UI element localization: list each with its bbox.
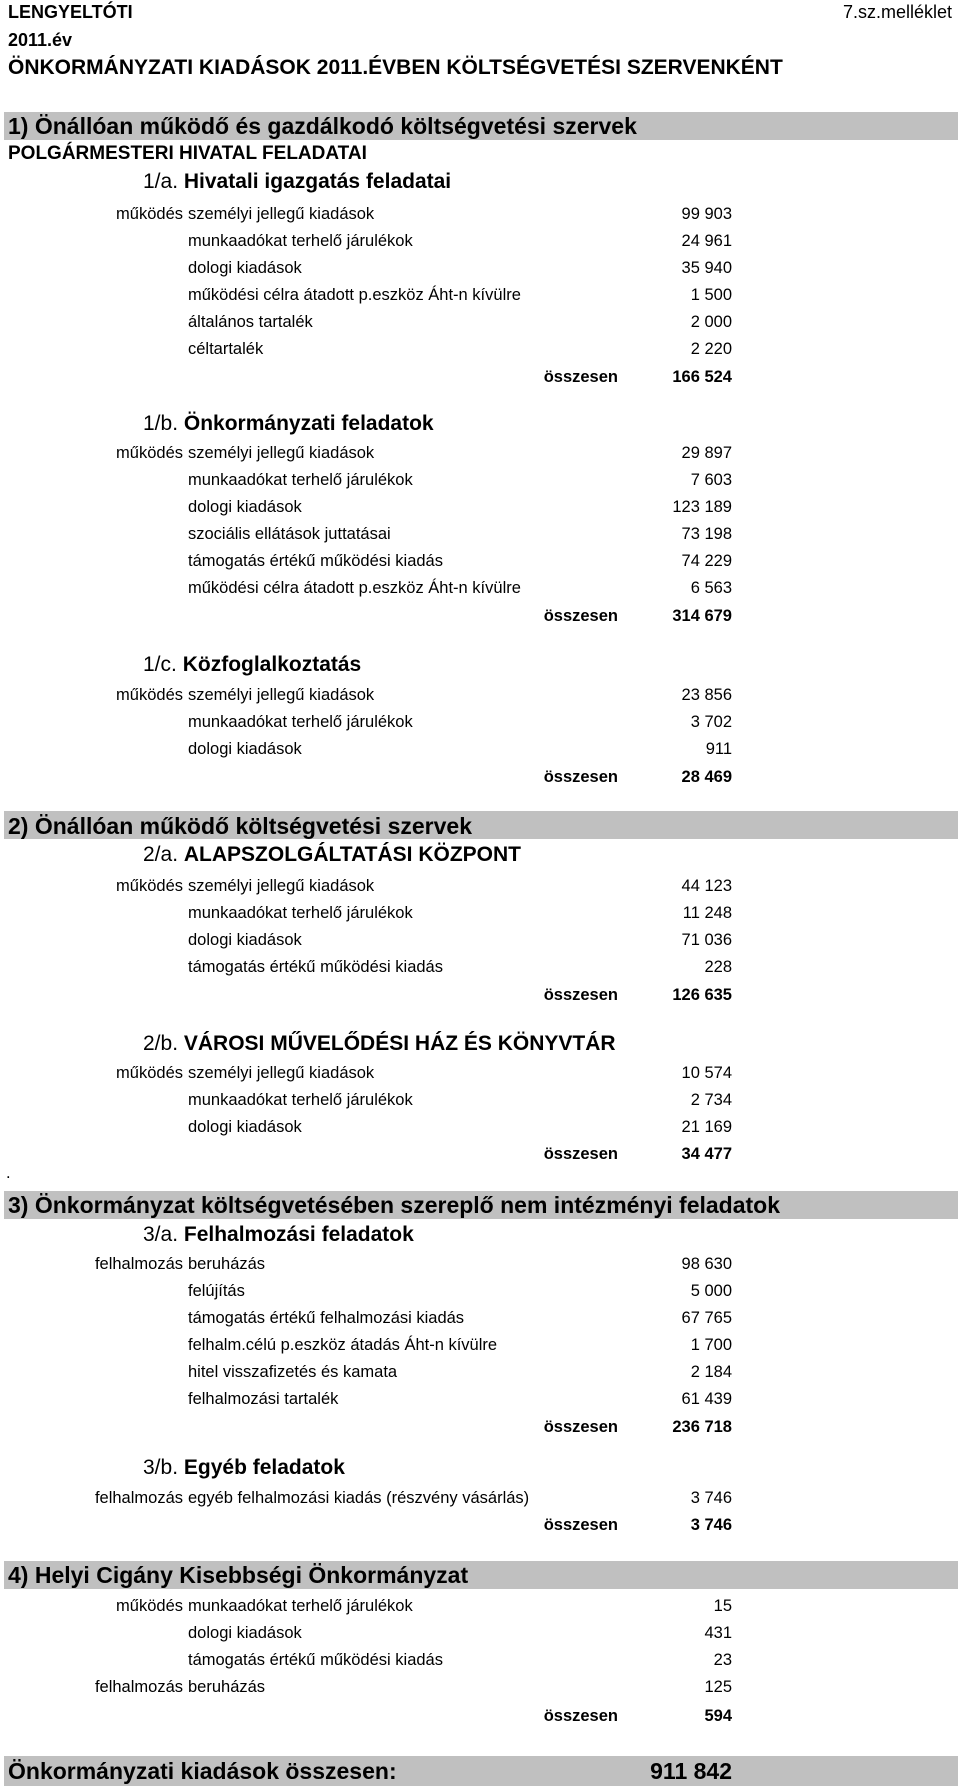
row-label: támogatás értékű működési kiadás [188,958,443,976]
row-label: felhalm.célú p.eszköz átadás Áht-n kívülre [188,1336,498,1354]
row-category: működés [116,877,183,895]
subsection-3a-heading: 3/a. Felhalmozási feladatok [143,1223,414,1246]
row-label: munkaadókat terhelő járulékok [188,713,413,731]
section-1-subtitle: POLGÁRMESTERI HIVATAL FELADATAI [8,143,367,164]
stray-mark: . [6,1164,11,1182]
subsection-1c-heading: 1/c. Közfoglalkoztatás [143,653,362,676]
row-label: dologi kiadások [188,259,302,277]
total-label: összesen [543,607,618,625]
total-amount: 3 746 [690,1516,732,1534]
row-amount: 1 700 [690,1336,732,1354]
total-label: összesen [543,1516,618,1534]
section-1-title: 1) Önállóan működő és gazdálkodó költségvetési szervek [8,113,637,139]
row-label: beruházás [188,1678,266,1696]
total-amount: 34 477 [681,1145,732,1163]
row-amount: 228 [704,958,732,976]
row-category: működés [116,1064,183,1082]
subsection-2b-heading: 2/b. VÁROSI MŰVELŐDÉSI HÁZ ÉS KÖNYVTÁR [143,1032,616,1055]
row-amount: 23 856 [681,686,732,704]
total-amount: 236 718 [672,1418,732,1436]
subsection-2a-heading: 2/a. ALAPSZOLGÁLTATÁSI KÖZPONT [143,843,522,866]
subsection-1a-heading: 1/a. Hivatali igazgatás feladatai [143,170,452,193]
total-label: összesen [543,1707,618,1725]
row-label: dologi kiadások [188,1624,302,1642]
row-label: munkaadókat terhelő járulékok [188,471,413,489]
total-amount: 126 635 [672,986,732,1004]
row-label: személyi jellegű kiadások [188,877,375,895]
total-amount: 166 524 [672,368,732,386]
row-label: dologi kiadások [188,740,302,758]
row-category: működés [116,205,183,223]
row-amount: 2 734 [690,1091,732,1109]
row-amount: 431 [704,1624,732,1642]
annex-number: 7.sz.melléklet [842,2,952,22]
row-amount: 61 439 [681,1390,732,1408]
row-label: céltartalék [188,340,264,358]
row-label: felhalmozási tartalék [188,1390,339,1408]
row-category: működés [116,686,183,704]
row-amount: 44 123 [681,877,732,895]
row-amount: 15 [713,1597,732,1615]
section-4-title: 4) Helyi Cigány Kisebbségi Önkormányzat [8,1562,469,1588]
grand-total-amount: 911 842 [650,1758,732,1784]
row-label: szociális ellátások juttatásai [188,525,391,543]
row-label: támogatás értékű működési kiadás [188,1651,443,1669]
row-amount: 3 746 [690,1489,732,1507]
row-category: felhalmozás [94,1678,183,1696]
row-amount: 911 [705,740,732,758]
total-amount: 28 469 [681,768,732,786]
row-label: működési célra átadott p.eszköz Áht-n kívülre [188,286,521,304]
row-amount: 98 630 [681,1255,732,1273]
row-amount: 73 198 [681,525,732,543]
subsection-1b-heading: 1/b. Önkormányzati feladatok [143,412,434,435]
row-label: dologi kiadások [188,931,302,949]
row-label: támogatás értékű működési kiadás [188,552,443,570]
total-label: összesen [543,1418,618,1436]
row-label: munkaadókat terhelő járulékok [188,1091,413,1109]
row-amount: 123 189 [672,498,732,516]
row-label: személyi jellegű kiadások [188,444,375,462]
subsection-3b-heading: 3/b. Egyéb feladatok [143,1456,345,1479]
row-amount: 23 [713,1651,732,1669]
row-amount: 5 000 [690,1282,732,1300]
row-amount: 7 603 [690,471,732,489]
row-amount: 2 184 [690,1363,732,1381]
row-amount: 35 940 [681,259,732,277]
total-label: összesen [543,986,618,1004]
row-amount: 29 897 [681,444,732,462]
total-amount: 594 [704,1707,732,1725]
total-amount: 314 679 [672,607,732,625]
row-amount: 6 563 [690,579,732,597]
row-label: egyéb felhalmozási kiadás (részvény vásárlás) [188,1489,530,1507]
row-category: felhalmozás [94,1255,183,1273]
row-amount: 125 [704,1678,732,1696]
row-amount: 10 574 [681,1064,732,1082]
grand-total-label: Önkormányzati kiadások összesen: [8,1758,397,1784]
row-amount: 3 702 [690,713,732,731]
row-label: beruházás [188,1255,266,1273]
row-label: személyi jellegű kiadások [188,1064,375,1082]
row-label: munkaadókat terhelő járulékok [188,904,413,922]
row-amount: 24 961 [681,232,732,250]
year-label: 2011.év [8,30,73,50]
row-label: személyi jellegű kiadások [188,205,375,223]
row-amount: 2 220 [690,340,732,358]
row-amount: 99 903 [681,205,732,223]
row-amount: 74 229 [681,552,732,570]
total-label: összesen [543,1145,618,1163]
section-2-title: 2) Önállóan működő költségvetési szervek [8,813,472,839]
row-amount: 2 000 [690,313,732,331]
row-label: dologi kiadások [188,498,302,516]
section-3-title: 3) Önkormányzat költségvetésében szereplő nem intézményi feladatok [8,1192,781,1218]
city-name: LENGYELTÓTI [8,2,133,22]
page-title: ÖNKORMÁNYZATI KIADÁSOK 2011.ÉVBEN KÖLTSÉGVETÉSI SZERVENKÉNT [8,56,783,79]
row-category: működés [116,1597,183,1615]
row-label: működési célra átadott p.eszköz Áht-n kívülre [188,579,521,597]
total-label: összesen [543,768,618,786]
row-label: felújítás [188,1282,245,1300]
row-label: általános tartalék [188,313,313,331]
row-label: személyi jellegű kiadások [188,686,375,704]
row-amount: 67 765 [681,1309,732,1327]
row-label: dologi kiadások [188,1118,302,1136]
row-label: munkaadókat terhelő járulékok [188,1597,413,1615]
row-label: munkaadókat terhelő járulékok [188,232,413,250]
row-amount: 21 169 [681,1118,732,1136]
row-amount: 71 036 [681,931,732,949]
row-category: felhalmozás [94,1489,183,1507]
row-label: támogatás értékű felhalmozási kiadás [188,1309,465,1327]
row-label: hitel visszafizetés és kamata [188,1363,398,1381]
row-category: működés [116,444,183,462]
total-label: összesen [543,368,618,386]
row-amount: 11 248 [682,904,732,922]
row-amount: 1 500 [690,286,732,304]
